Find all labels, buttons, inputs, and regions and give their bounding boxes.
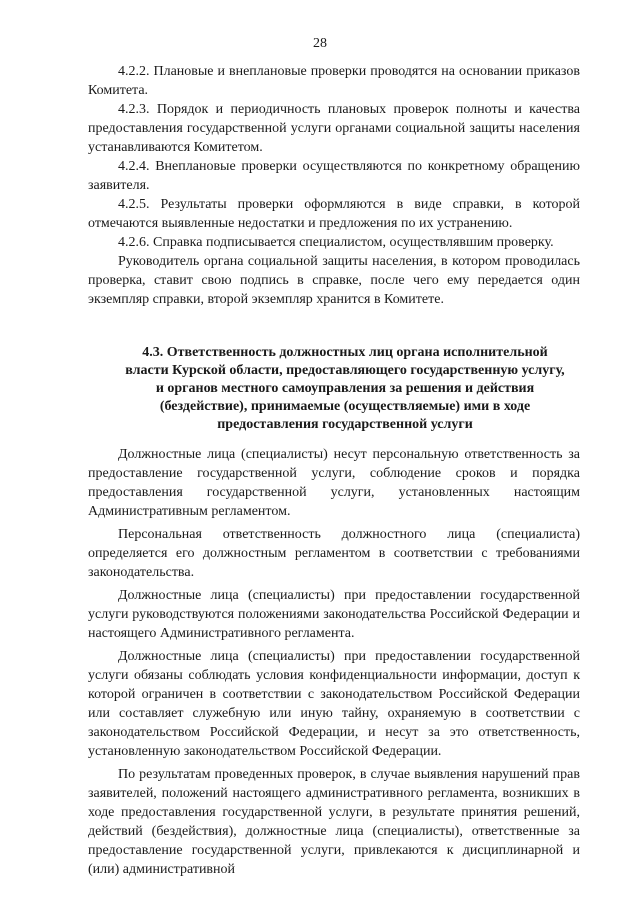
paragraph-4-2-3: 4.2.3. Порядок и периодичность плановых проверок полноты и качества предоставления государственной услуги органами социальной защиты населения устанавливаются Комитетом. [88,102,580,155]
paragraph-4-2-5: 4.2.5. Результаты проверки оформляются в виде справки, в которой отмечаются выявленные недостатки и предложения по их устранению. [88,197,580,231]
responsibility-section [88,445,580,883]
paragraph-job-regulation: Персональная ответственность должностного лица (специалиста) определяется его должностным регламентом в соответствии с требованиями законодательства. [88,527,580,580]
paragraph-personal-responsibility: Должностные лица (специалисты) несут персональную ответственность за предоставление государственной услуги, соблюдение сроков и порядка предоставления государственной услуги, установленных настоящим Административным регламентом. [88,447,580,519]
paragraph-legislation: Должностные лица (специалисты) при предоставлении государственной услуги руководствуются положениями законодательства Российской Федерации и настоящего Административного регламента. [88,588,580,641]
section-heading-line: (бездействие), принимаемые (осуществляемые) ими в ходе [159,399,531,414]
paragraph-disciplinary: По результатам проведенных проверок, в случае выявления нарушений прав заявителей, положений настоящего административного регламента, возникших в ходе предоставления государственной услуги, в результате принятия решений, действий (бездействия), должностные лица (специалисты), ответственные за предоставление государственной услуги, привлекаются к дисциплинарной и (или) административной [88,767,580,877]
section-heading-line: власти Курской области, предоставляющего государственную услугу, [125,363,565,378]
paragraph-4-2-4: 4.2.4. Внеплановые проверки осуществляются по конкретному обращению заявителя. [88,159,580,193]
section-heading-line: и органов местного самоуправления за решения и действия [155,381,535,396]
section-heading-line: предоставления государственной услуги [217,417,473,432]
paragraph-4-2-2: 4.2.2. Плановые и внеплановые проверки проводятся на основании приказов Комитета. [88,64,580,98]
paragraph-confidentiality: Должностные лица (специалисты) при предоставлении государственной услуги обязаны соблюдать условия конфиденциальности информации, доступ к которой ограничен в соответствии с законодательством Российской Федерации или составляет служебную или иную тайну, охраняемую в соответствии с законодательством Российской Федерации, и несут за это ответственность, установленную законодательством Российской Федерации. [88,649,580,759]
inspection-section [88,62,580,309]
section-heading-line: 4.3. Ответственность должностных лиц органа исполнительной [142,345,548,360]
paragraph-4-2-6: 4.2.6. Справка подписывается специалистом, осуществлявшим проверку. [118,235,554,250]
paragraph-head-signature: Руководитель органа социальной защиты населения, в котором проводилась проверка, ставит свою подпись в справке, после чего ему передается один экземпляр справки, второй экземпляр хранится в Комитете. [88,254,580,307]
page-number: 28 [313,36,327,51]
section-heading-4-3 [108,344,582,434]
